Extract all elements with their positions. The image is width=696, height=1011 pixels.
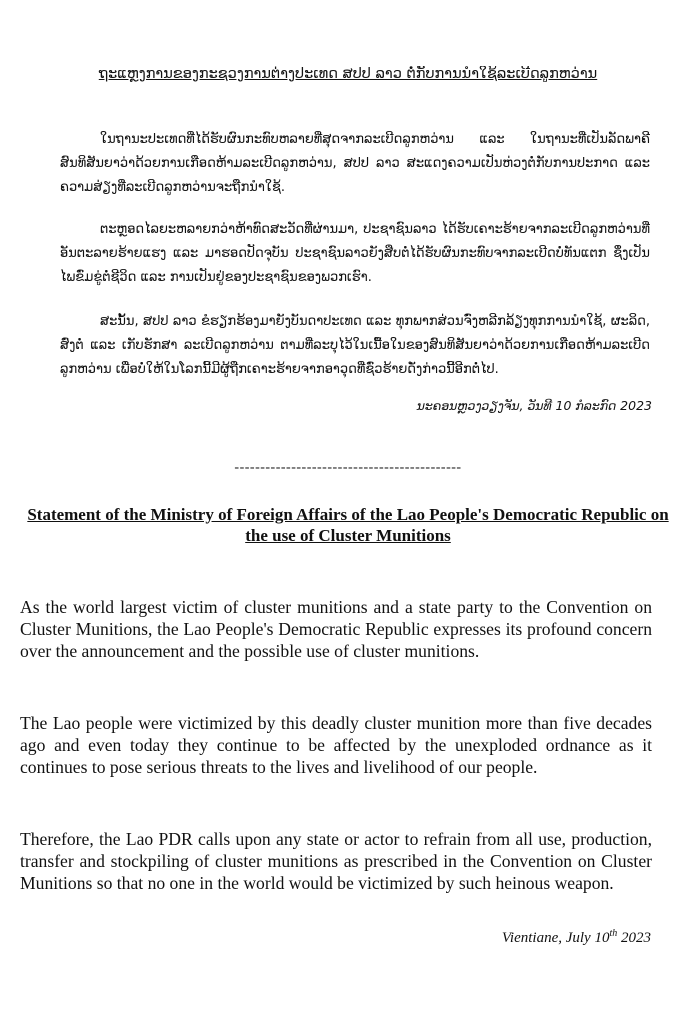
english-paragraph-1: As the world largest victim of cluster munitions and a state party to the Convention on Cluster Munitions, the Lao People's Democratic Republic expresses its profound concern over the announcement and the possible use of cluster munitions.: [20, 597, 652, 661]
english-paragraph-2: The Lao people were victimized by this deadly cluster munition more than five decades ago and even today they continue to be affected by the unexploded ordnance as it continues to pose serious threats to the lives and livelihood of our people.: [20, 713, 652, 777]
section-divider: --------------------------------------------: [234, 460, 462, 475]
english-statement-title: Statement of the Ministry of Foreign Affairs of the Lao People's Democratic Republic on the use of Cluster Munitions: [27, 505, 669, 545]
lao-date-line: ນະຄອນຫຼວງວຽງຈັນ, ວັນທີ 10 ກໍລະກົດ 2023: [416, 398, 652, 413]
english-paragraph-3: Therefore, the Lao PDR calls upon any state or actor to refrain from all use, production, transfer and stockpiling of cluster munitions as prescribed in the Convention on Cluster Munitions so that no one in the world would be victimized by such heinous weapon.: [20, 829, 652, 893]
english-date-ordinal: th: [609, 928, 618, 939]
english-date-year: 2023: [617, 930, 651, 946]
english-date-line: [502, 928, 651, 947]
lao-statement-title: ຖະແຫຼງການຂອງກະຊວງການຕ່າງປະເທດ ສປປ ລາວ ຕໍ່ກັບການນຳໃຊ້ລະເບີດລູກຫວ່ານ: [98, 66, 598, 82]
lao-paragraph-1: ໃນຖານະປະເທດທີ່ໄດ້ຮັບຜົນກະທົບຫລາຍທີ່ສຸດຈາກລະເບີດລູກຫວ່ານ ແລະ ໃນຖານະທີ່ເປັນລັດພາຄີສົນທິສັນຍາວ່າດ້ວຍການເກືອດຫ້າມລະເບີດລູກຫວ່ານ, ສປປ ລາວ ສະແດງຄວາມເປັນຫ່ວງຕໍ່ກັບການປະກາດ ແລະ ຄວາມສ່ຽງທີ່ລະເບີດລູກຫວ່ານຈະຖືກນຳໃຊ້.: [60, 132, 650, 195]
english-date-prefix: Vientiane, July 10: [501, 930, 610, 946]
lao-paragraph-2: ຕະຫຼອດໄລຍະຫລາຍກວ່າຫ້າທົດສະວັດທີ່ຜ່ານມາ, ປະຊາຊົນລາວ ໄດ້ຮັບເຄາະຮ້າຍຈາກລະເບີດລູກຫວ່ານທີ່ອັນຕະລາຍຮ້າຍແຮງ ແລະ ມາຮອດປັດຈຸບັນ ປະຊາຊົນລາວຍັງສືບຕໍ່ໄດ້ຮັບຜົນກະທົບຈາກລະເບີດບໍ່ທັນແຕກ ຊຶ່ງເປັນໄພຂົ່ມຂູ່ຕໍ່ຊີວິດ ແລະ ການເປັນຢູ່ຂອງປະຊາຊົນຂອງພວກເຮົາ.: [60, 222, 650, 285]
lao-paragraph-3: ສະນັ້ນ, ສປປ ລາວ ຂໍຮຽກຮ້ອງມາຍັງບັນດາປະເທດ ແລະ ທຸກພາກສ່ວນຈົ່ງຫລີກລ້ຽງທຸກການນຳໃຊ້, ຜະລິດ, ສົ່ງຕໍ່ ແລະ ເກັບຮັກສາ ລະເບີດລູກຫວ່ານ ຕາມທີ່ລະບຸໄວ້ໃນເນື້ອໃນຂອງສົນທິສັນຍາວ່າດ້ວຍການເກືອດຫ້າມລະເບີດລູກຫວ່ານ ເພື່ອບໍ່ໃຫ້ໃນໂລກນີ້ມີຜູ້ຖືກເຄາະຮ້າຍຈາກອາວຸດທີ່ຊົ່ວຮ້າຍດັ່ງກ່າວນີ້ອີກຕໍ່ໄປ.: [60, 314, 650, 377]
